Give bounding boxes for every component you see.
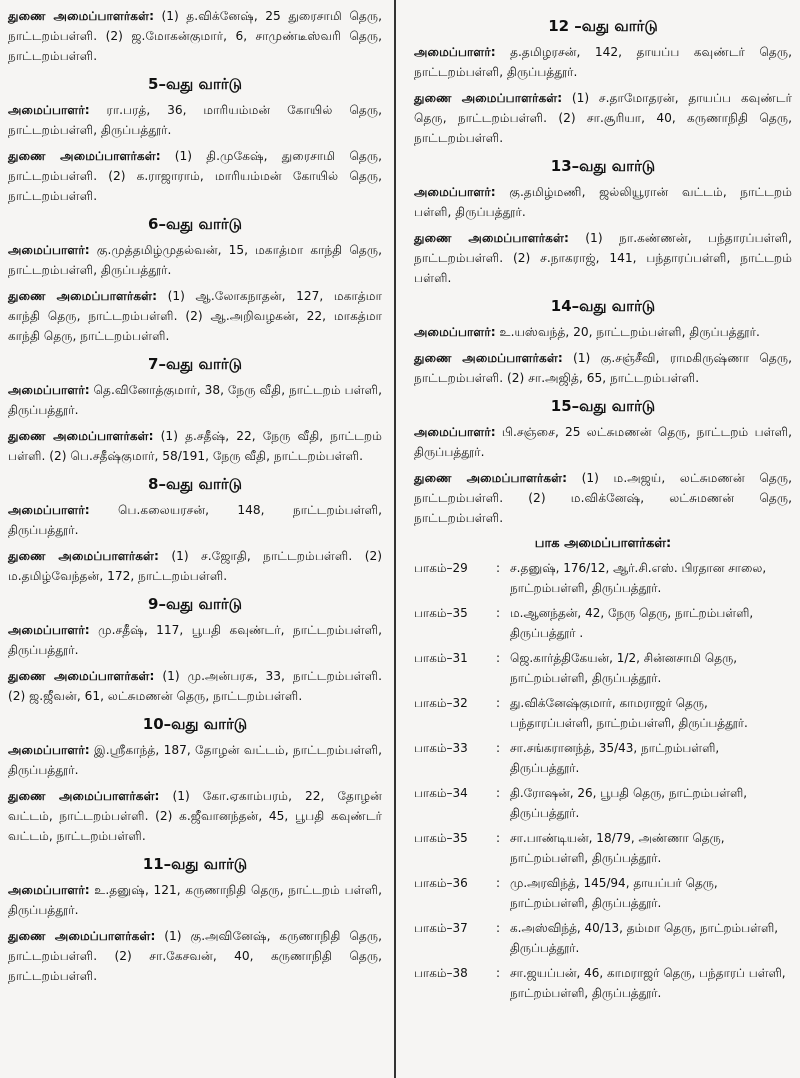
deputy-entry: [8, 146, 382, 206]
organizer-text: த.தமிழரசன், 142, தாயப்ப கவுண்டர் தெரு, நாட்டறம்பள்ளி, திருப்பத்தூர்.: [414, 45, 792, 79]
deputy-label: துணை அமைப்பாளர்கள்:: [8, 549, 159, 563]
booth-text: தி.ரோஷன், 26, பூபதி தெரு, நாட்றம்பள்ளி, திருப்பத்தூர்.: [510, 786, 748, 820]
organizer-text: பி.சஞ்சை, 25 லட்சுமணன் தெரு, நாட்டறம் பள்ளி, திருப்பத்தூர்.: [414, 425, 792, 459]
booth-separator: :: [496, 606, 501, 620]
deputy-entry: [414, 468, 792, 528]
ward-block: [414, 296, 792, 388]
organizer-entry: [414, 322, 792, 342]
booth-separator: :: [496, 921, 501, 935]
list-item: [414, 603, 792, 643]
ward-heading: 12 –வது வார்டு: [548, 17, 658, 35]
ward-block: [8, 74, 382, 206]
booth-organizers-section: [414, 534, 792, 1003]
ward-block: [414, 16, 792, 148]
booth-label: பாகம்–33: [414, 741, 468, 755]
list-item: [414, 963, 792, 1003]
organizer-label: அமைப்பாளர்:: [8, 383, 90, 397]
deputy-label: துணை அமைப்பாளர்கள்:: [414, 231, 569, 245]
ward-heading: 10–வது வார்டு: [142, 715, 248, 733]
ward-block: [8, 214, 382, 346]
deputy-label: துணை அமைப்பாளர்கள்:: [8, 289, 158, 303]
ward-block: [414, 396, 792, 528]
deputy-text: (1) ஆ.லோகநாதன், 127, மகாத்மா காந்தி தெரு, நாட்டறம்பள்ளி. (2) ஆ.அறிவழகன், 22, மாகத்மா காந்தி தெரு, நாட்டறம்பள்ளி.: [8, 289, 382, 343]
organizer-label: அமைப்பாளர்:: [8, 243, 90, 257]
intro-deputies: [8, 6, 382, 66]
organizer-entry: [8, 380, 382, 420]
deputy-text: (1) ம.அஜய், லட்சுமணன் தெரு, நாட்டறம்பள்ளி. (2) ம.விக்னேஷ், லட்சுமணன் தெரு, நாட்டறம்பள்ளி.: [414, 471, 792, 525]
deputy-entry: [414, 228, 792, 288]
organizer-entry: [414, 42, 792, 82]
ward-heading: 6–வது வார்டு: [148, 215, 242, 233]
booth-label: பாகம்–35: [414, 831, 468, 845]
booth-text: து.விக்னேஷ்குமார், காமராஜர் தெரு, பந்தாரப்பள்ளி, நாட்றம்பள்ளி, திருப்பத்தூர்.: [510, 696, 748, 730]
deputy-entry: [8, 546, 382, 586]
deputy-text: (1) தி.முகேஷ், துரைசாமி தெரு, நாட்டறம்பள்ளி. (2) க.ராஜாராம், மாரியம்மன் கோயில் தெரு, நாட்டறம்பள்ளி.: [8, 149, 382, 203]
ward-heading: 9–வது வார்டு: [148, 595, 242, 613]
organizer-entry: [8, 240, 382, 280]
organizer-label: அமைப்பாளர்:: [414, 185, 496, 199]
organizer-label: அமைப்பாளர்:: [8, 743, 90, 757]
list-item: [414, 783, 792, 823]
list-item: [414, 918, 792, 958]
deputy-label: துணை அமைப்பாளர்கள்:: [8, 429, 154, 443]
deputy-entry: [8, 286, 382, 346]
booth-text: சா.பாண்டியன், 18/79, அண்ணா தெரு, நாட்றம்பள்ளி, திருப்பத்தூர்.: [510, 831, 725, 865]
booth-label: பாகம்–36: [414, 876, 468, 890]
column-divider: [394, 0, 396, 1078]
organizer-entry: [414, 182, 792, 222]
ward-heading: 11–வது வார்டு: [142, 855, 248, 873]
organizer-label: அமைப்பாளர்:: [414, 425, 496, 439]
deputy-label: துணை அமைப்பாளர்கள்:: [414, 471, 568, 485]
deputy-text: (1) த.விக்னேஷ், 25 துரைசாமி தெரு, நாட்டறம்பள்ளி. (2) ஜ.மோகன்குமார், 6, சாமுண்டீஸ்வரி தெரு, நாட்டறம்பள்ளி.: [8, 9, 382, 63]
deputy-text: (1) கோ.ஏகாம்பரம், 22, தோழன் வட்டம், நாட்டறம்பள்ளி. (2) க.ஜீவானந்தன், 45, பூபதி கவுண்டர் வட்டம், நாட்டறம்பள்ளி.: [8, 789, 382, 843]
organizer-text: ரா.பரத், 36, மாரியம்மன் கோயில் தெரு, நாட்டறம்பள்ளி, திருப்பத்தூர்.: [8, 103, 382, 137]
organizer-text: உ.யஸ்வந்த், 20, நாட்டறம்பள்ளி, திருப்பத்தூர்.: [495, 325, 760, 339]
deputy-entry: [414, 348, 792, 388]
deputy-entry: [8, 666, 382, 706]
booth-separator: :: [496, 741, 501, 755]
deputy-text: (1) கு.சஞ்சீவி, ராமகிருஷ்ணா தெரு, நாட்டறம்பள்ளி. (2) சா.அஜித், 65, நாட்டறம்பள்ளி.: [414, 351, 792, 385]
booth-text: மு.அரவிந்த், 145/94, தாயப்பர் தெரு, நாட்றம்பள்ளி, திருப்பத்தூர்.: [510, 876, 718, 910]
deputy-entry: [414, 88, 792, 148]
deputy-label: துணை அமைப்பாளர்கள்:: [8, 149, 161, 163]
organizer-text: பெ.கலையரசன், 148, நாட்டறம்பள்ளி, திருப்பத்தூர்.: [8, 503, 382, 537]
right-column: [400, 0, 800, 1008]
list-item: [414, 693, 792, 733]
booth-text: சா.சங்கரானந்த், 35/43, நாட்றம்பள்ளி, திருப்பத்தூர்.: [510, 741, 720, 775]
ward-block: [8, 474, 382, 586]
booth-label: பாகம்–35: [414, 606, 468, 620]
deputy-entry: [8, 926, 382, 986]
booth-label: பாகம்–29: [414, 561, 468, 575]
ward-block: [8, 594, 382, 706]
booth-separator: :: [496, 561, 501, 575]
deputy-text: (1) ச.ஜோதி, நாட்டறம்பள்ளி. (2) ம.தமிழ்வேந்தன், 172, நாட்டறம்பள்ளி.: [8, 549, 382, 583]
booth-label: பாகம்–34: [414, 786, 468, 800]
organizer-label: அமைப்பாளர்:: [8, 883, 90, 897]
deputy-text: (1) த.சதீஷ், 22, நேரு வீதி, நாட்டறம் பள்ளி. (2) பெ.சதீஷ்குமார், 58/191, நேரு வீதி, நாட்டறம்பள்ளி.: [8, 429, 382, 463]
organizer-text: கு.முத்தமிழ்முதல்வன், 15, மகாத்மா காந்தி தெரு, நாட்டறம்பள்ளி, திருப்பத்தூர்.: [8, 243, 382, 277]
ward-block: [8, 354, 382, 466]
ward-block: [414, 156, 792, 288]
organizer-entry: [8, 740, 382, 780]
deputy-text: (1) மு.அன்பரசு, 33, நாட்டறம்பள்ளி. (2) ஜ.ஜீவன், 61, லட்சுமணன் தெரு, நாட்டறம்பள்ளி.: [8, 669, 382, 703]
deputy-label: துணை அமைப்பாளர்கள்:: [8, 9, 154, 23]
booth-label: பாகம்–37: [414, 921, 468, 935]
deputy-label: துணை அமைப்பாளர்கள்:: [8, 789, 160, 803]
deputy-entry: [8, 426, 382, 466]
list-item: [414, 558, 792, 598]
booth-text: சா.ஜயப்பன், 46, காமராஜர் தெரு, பந்தாரப் பள்ளி, நாட்றம்பள்ளி, திருப்பத்தூர்.: [510, 966, 786, 1000]
organizer-entry: [8, 500, 382, 540]
left-column: [0, 0, 392, 992]
booth-separator: :: [496, 696, 501, 710]
organizer-text: தெ.வினோத்குமார், 38, நேரு வீதி, நாட்டறம் பள்ளி, திருப்பத்தூர்.: [8, 383, 382, 417]
organizer-text: இ.ஸ்ரீகாந்த், 187, தோழன் வட்டம், நாட்டறம்பள்ளி, திருப்பத்தூர்.: [8, 743, 382, 777]
booth-label: பாகம்–38: [414, 966, 468, 980]
booth-text: க.அஸ்விந்த், 40/13, தம்மா தெரு, நாட்றம்பள்ளி, திருப்பத்தூர்.: [510, 921, 779, 955]
ward-heading: 13–வது வார்டு: [550, 157, 656, 175]
booth-separator: :: [496, 876, 501, 890]
booth-separator: :: [496, 651, 501, 665]
booth-label: பாகம்–31: [414, 651, 468, 665]
deputy-label: துணை அமைப்பாளர்கள்:: [414, 351, 563, 365]
ward-heading: 14–வது வார்டு: [550, 297, 656, 315]
organizer-label: அமைப்பாளர்:: [414, 45, 496, 59]
booth-separator: :: [496, 831, 501, 845]
deputy-label: துணை அமைப்பாளர்கள்:: [8, 929, 156, 943]
deputy-text: (1) நா.கண்ணன், பந்தாரப்பள்ளி, நாட்டறம்பள்ளி. (2) ச.நாகராஜ், 141, பந்தாரப்பள்ளி, நாட்டறம் பள்ளி.: [414, 231, 792, 285]
ward-heading: 15–வது வார்டு: [550, 397, 656, 415]
organizer-entry: [8, 100, 382, 140]
list-item: [414, 828, 792, 868]
booth-text: ச.தனுஷ், 176/12, ஆர்.சி.எஸ். பிரதான சாலை, நாட்றம்பள்ளி, திருப்பத்தூர்.: [510, 561, 767, 595]
deputy-label: துணை அமைப்பாளர்கள்:: [8, 669, 155, 683]
booth-text: ஜெ.கார்த்திகேயன், 1/2, சின்னசாமி தெரு, நாட்றம்பள்ளி, திருப்பத்தூர்.: [510, 651, 738, 685]
organizer-entry: [8, 880, 382, 920]
ward-heading: 7–வது வார்டு: [148, 355, 242, 373]
booth-text: ம.ஆனந்தன், 42, நேரு தெரு, நாட்றம்பள்ளி, திருப்பத்தூர் .: [510, 606, 754, 640]
ward-heading: 5–வது வார்டு: [148, 75, 242, 93]
organizer-text: மு.சதீஷ், 117, பூபதி கவுண்டர், நாட்டறம்பள்ளி, திருப்பத்தூர்.: [8, 623, 382, 657]
list-item: [414, 873, 792, 913]
organizer-text: உ.தனுஷ், 121, கருணாநிதி தெரு, நாட்டறம் பள்ளி, திருப்பத்தூர்.: [8, 883, 382, 917]
organizer-entry: [414, 422, 792, 462]
organizer-text: கு.தமிழ்மணி, ஜல்லியூரான் வட்டம், நாட்டறம் பள்ளி, திருப்பத்தூர்.: [414, 185, 792, 219]
organizer-label: அமைப்பாளர்:: [8, 623, 90, 637]
deputy-text: (1) கு.அவினேஷ், கருணாநிதி தெரு, நாட்டறம்பள்ளி. (2) சா.கேசவன், 40, கருணாநிதி தெரு, நாட்டறம்பள்ளி.: [8, 929, 382, 983]
deputy-entry: [8, 786, 382, 846]
deputy-text: (1) ச.தாமோதரன், தாயப்ப கவுண்டர் தெரு, நாட்டறம்பள்ளி. (2) சா.சூரியா, 40, கருணாநிதி தெரு, நாட்டறம்பள்ளி.: [414, 91, 793, 145]
list-item: [414, 648, 792, 688]
ward-block: [8, 714, 382, 846]
booth-separator: :: [496, 966, 501, 980]
deputy-label: துணை அமைப்பாளர்கள்:: [414, 91, 563, 105]
booth-label: பாகம்–32: [414, 696, 468, 710]
section-title: பாக அமைப்பாளர்கள்:: [534, 536, 672, 551]
list-item: [414, 738, 792, 778]
ward-heading: 8–வது வார்டு: [148, 475, 242, 493]
booth-separator: :: [496, 786, 501, 800]
organizer-label: அமைப்பாளர்:: [8, 103, 90, 117]
organizer-label: அமைப்பாளர்:: [8, 503, 90, 517]
ward-block: [8, 854, 382, 986]
organizer-entry: [8, 620, 382, 660]
organizer-label: அமைப்பாளர்:: [414, 325, 496, 339]
